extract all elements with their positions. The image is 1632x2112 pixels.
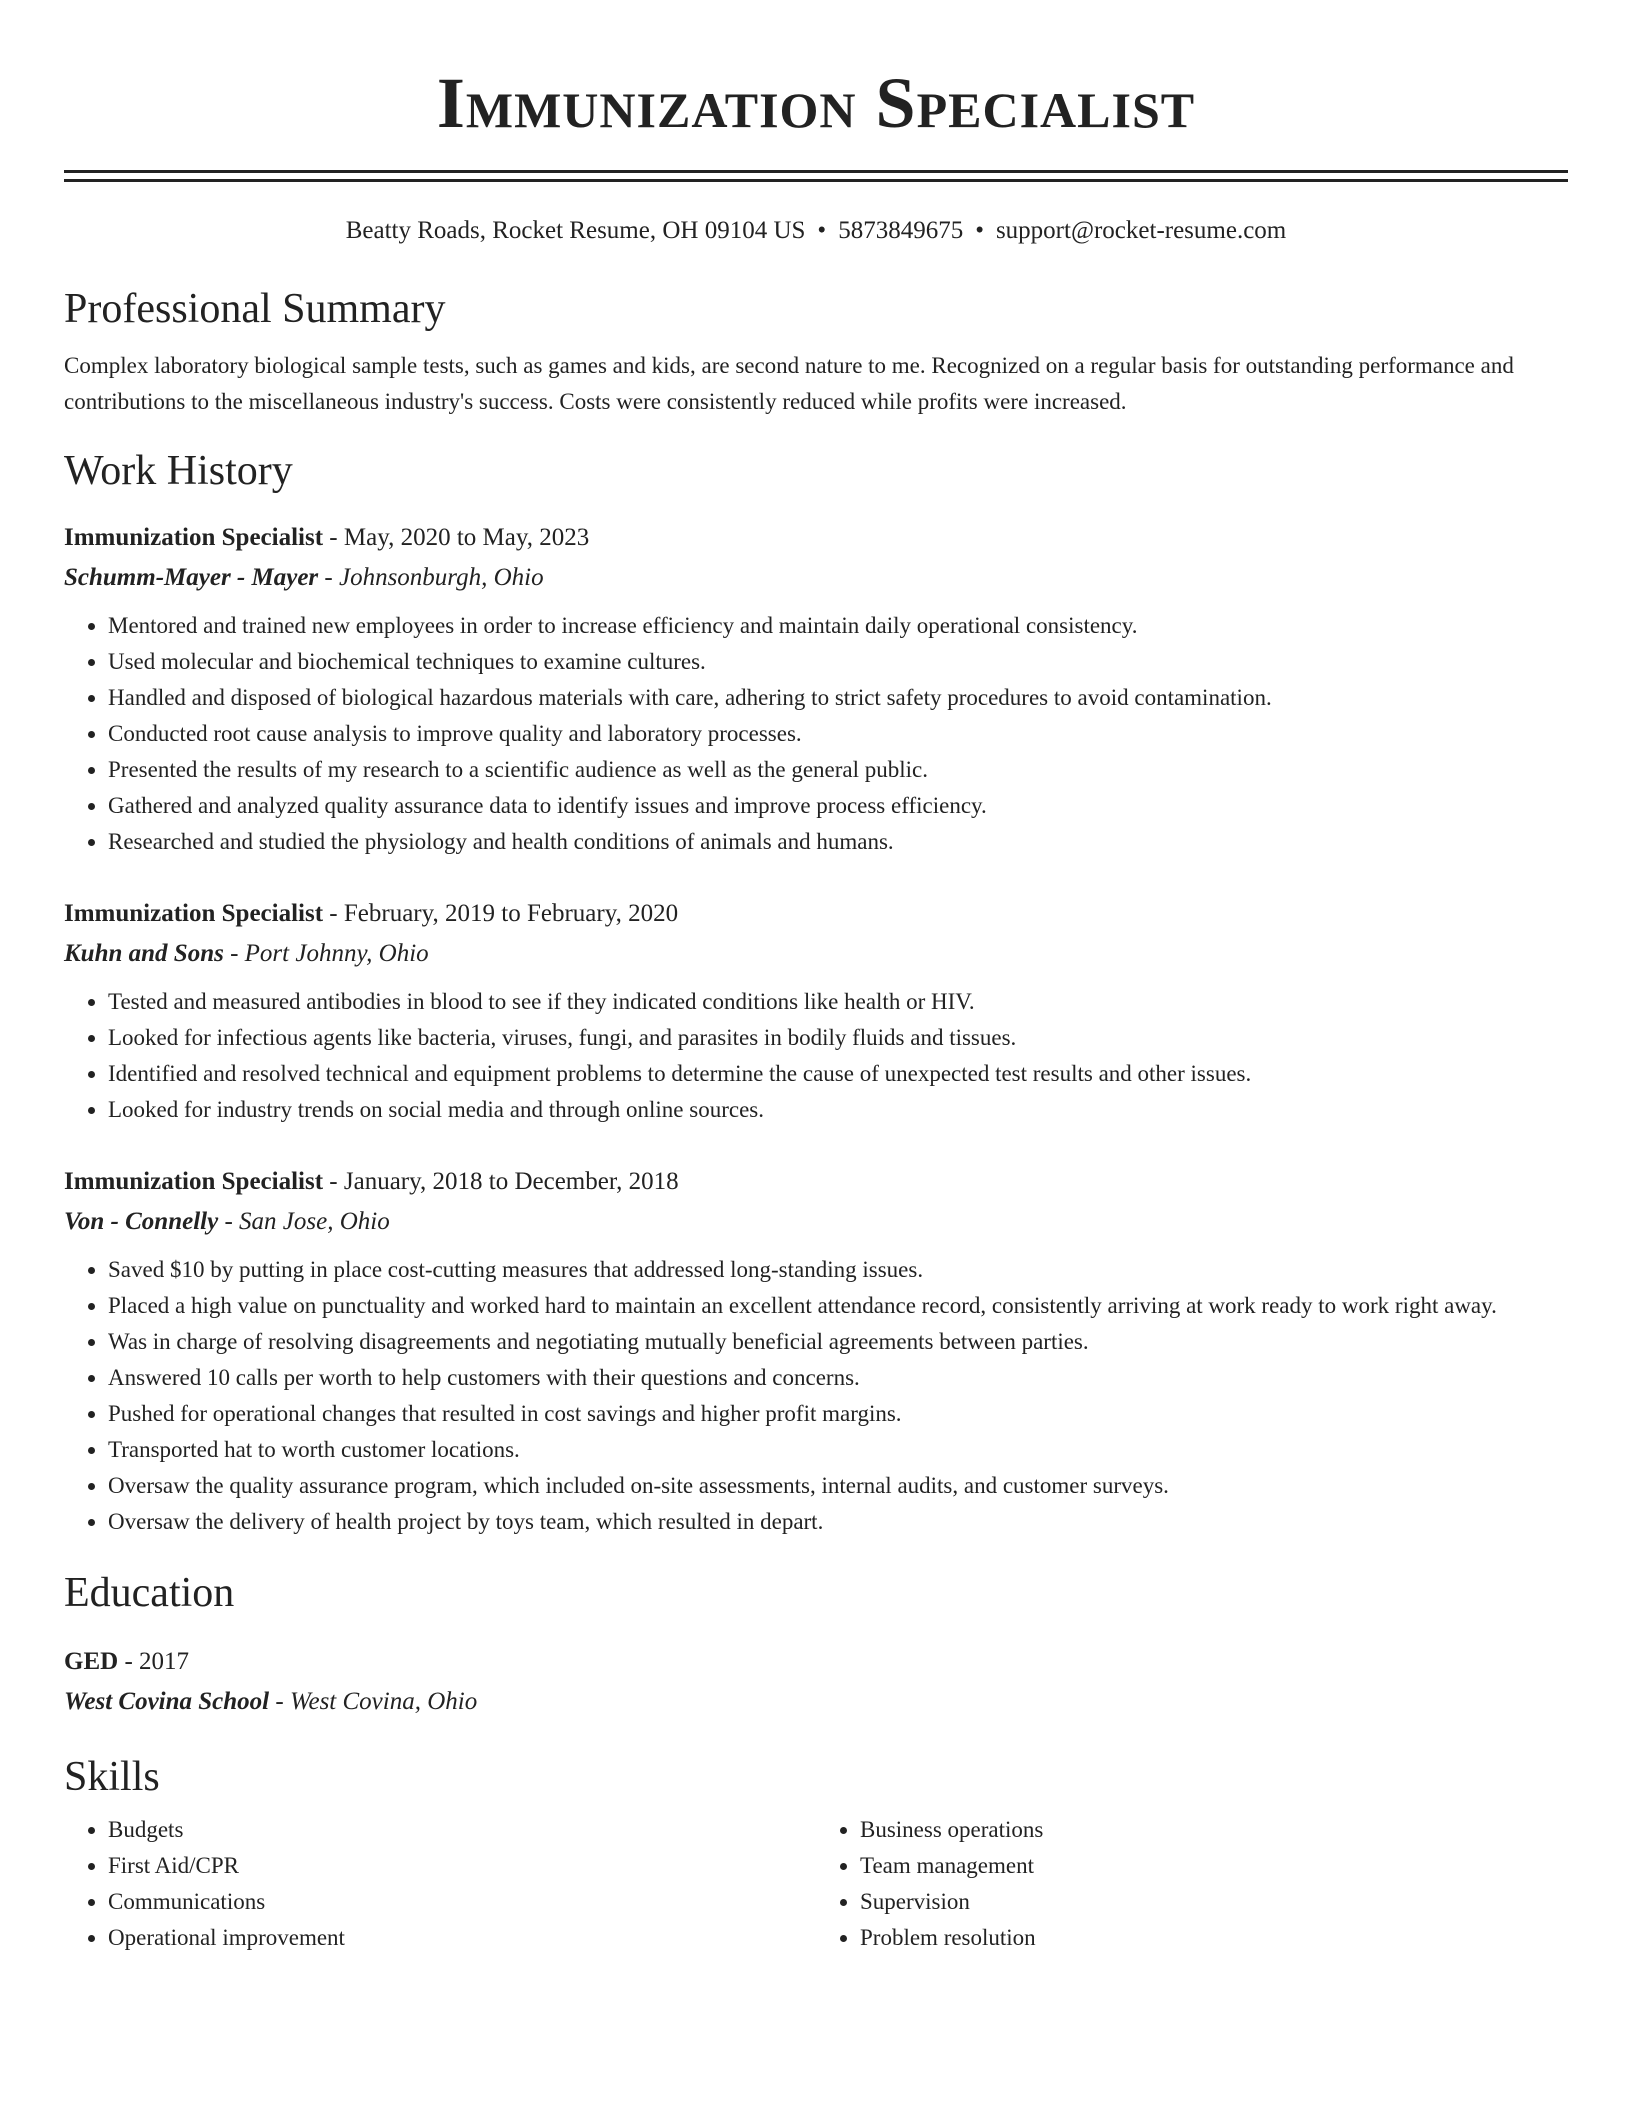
summary-text: Complex laboratory biological sample tests, such as games and kids, are second nature to me. Recognized on a regular basis for outstanding performance and contributions to the miscellaneous industry's success. Costs were consistently reduced while profits were increased. xyxy=(64,353,1514,414)
skill-item: • Communications xyxy=(108,1884,816,1920)
job-company-line xyxy=(64,934,1568,974)
job-title-line xyxy=(64,894,1568,934)
job-company-line xyxy=(64,558,1568,598)
job-bullet: • Handled and disposed of biological hazardous materials with care, adhering to strict safety procedures to avoid contamination. xyxy=(108,680,1568,716)
job-entry xyxy=(64,518,1568,860)
job-dates: - January, 2018 to December, 2018 xyxy=(323,1168,679,1195)
education-school: West Covina School xyxy=(64,1688,270,1715)
skill-item: • Team management xyxy=(860,1848,1568,1884)
skills-columns xyxy=(64,1812,1568,1956)
skills-list-right xyxy=(816,1812,1568,1956)
job-bullet: • Placed a high value on punctuality and worked hard to maintain an excellent attendance record, consistently arriving at work ready to work right away. xyxy=(108,1288,1568,1324)
job-dates: - February, 2019 to February, 2020 xyxy=(323,900,679,927)
education-location: - West Covina, Ohio xyxy=(269,1688,478,1715)
skills-heading: Skills xyxy=(64,1754,160,1800)
skill-item: • Budgets xyxy=(108,1812,816,1848)
job-bullet: • Identified and resolved technical and equipment problems to determine the cause of unexpected test results and other issues. xyxy=(108,1056,1568,1092)
education-degree-line xyxy=(64,1642,1568,1682)
work-history-heading: Work History xyxy=(64,448,293,494)
job-bullet: • Transported hat to worth customer locations. xyxy=(108,1432,1568,1468)
job-bullet: • Answered 10 calls per worth to help customers with their questions and concerns. xyxy=(108,1360,1568,1396)
education-heading: Education xyxy=(64,1570,235,1616)
education-school-line xyxy=(64,1682,1568,1722)
contact-info xyxy=(64,216,1568,246)
job-company-line xyxy=(64,1202,1568,1242)
contact-separator: • xyxy=(817,217,827,244)
job-bullet: • Gathered and analyzed quality assurance data to identify issues and improve process efficiency. xyxy=(108,788,1568,824)
job-bullet: • Presented the results of my research to a scientific audience as well as the general public. xyxy=(108,752,1568,788)
title-divider-top xyxy=(64,170,1568,173)
job-entry xyxy=(64,1162,1568,1540)
job-bullet: • Tested and measured antibodies in blood to see if they indicated conditions like health or HIV. xyxy=(108,984,1568,1020)
contact-address: Beatty Roads, Rocket Resume, OH 09104 US xyxy=(345,217,806,244)
skill-item: • Operational improvement xyxy=(108,1920,816,1956)
job-bullet: • Mentored and trained new employees in order to increase efficiency and maintain daily operational consistency. xyxy=(108,608,1568,644)
job-title: Immunization Specialist xyxy=(64,524,324,551)
job-title-line xyxy=(64,518,1568,558)
job-company: Von - Connelly xyxy=(64,1208,219,1235)
job-bullet: • Was in charge of resolving disagreements and negotiating mutually beneficial agreements between parties. xyxy=(108,1324,1568,1360)
job-entry xyxy=(64,894,1568,1128)
job-company: Schumm-Mayer - Mayer xyxy=(64,564,319,591)
job-bullets xyxy=(64,608,1568,860)
job-bullet: • Researched and studied the physiology and health conditions of animals and humans. xyxy=(108,824,1568,860)
job-location: - Port Johnny, Ohio xyxy=(223,940,429,967)
job-bullet: • Oversaw the delivery of health project by toys team, which resulted in depart. xyxy=(108,1504,1568,1540)
job-bullet: • Pushed for operational changes that resulted in cost savings and higher profit margins. xyxy=(108,1396,1568,1432)
education-degree: GED xyxy=(64,1648,119,1675)
page-title: Immunization Specialist xyxy=(436,63,1196,143)
contact-email: support@rocket-resume.com xyxy=(995,217,1287,244)
job-bullet: • Used molecular and biochemical techniques to examine cultures. xyxy=(108,644,1568,680)
job-location: - San Jose, Ohio xyxy=(218,1208,390,1235)
job-bullet: • Conducted root cause analysis to improve quality and laboratory processes. xyxy=(108,716,1568,752)
skill-item: • Problem resolution xyxy=(860,1920,1568,1956)
title-divider-bottom xyxy=(64,179,1568,182)
job-title: Immunization Specialist xyxy=(64,1168,324,1195)
job-title-line xyxy=(64,1162,1568,1202)
contact-separator: • xyxy=(975,217,984,244)
skill-item: • First Aid/CPR xyxy=(108,1848,816,1884)
skill-item: • Business operations xyxy=(860,1812,1568,1848)
skill-item: • Supervision xyxy=(860,1884,1568,1920)
education-year: - 2017 xyxy=(118,1648,190,1675)
job-bullet: • Looked for infectious agents like bacteria, viruses, fungi, and parasites in bodily fluids and tissues. xyxy=(108,1020,1568,1056)
job-bullet: • Saved $10 by putting in place cost-cutting measures that addressed long-standing issues. xyxy=(108,1252,1568,1288)
summary-heading: Professional Summary xyxy=(64,286,446,332)
education-entry xyxy=(64,1642,1568,1722)
job-company: Kuhn and Sons xyxy=(64,940,224,967)
job-title: Immunization Specialist xyxy=(64,900,324,927)
job-bullets xyxy=(64,984,1568,1128)
job-location: - Johnsonburgh, Ohio xyxy=(318,564,544,591)
job-bullets xyxy=(64,1252,1568,1540)
job-bullet: • Oversaw the quality assurance program, which included on-site assessments, internal audits, and customer surveys. xyxy=(108,1468,1568,1504)
job-dates: - May, 2020 to May, 2023 xyxy=(323,524,590,551)
skills-list-left xyxy=(64,1812,816,1956)
contact-phone: 5873849675 xyxy=(838,217,964,244)
job-bullet: • Looked for industry trends on social media and through online sources. xyxy=(108,1092,1568,1128)
work-history-list xyxy=(64,518,1568,1540)
